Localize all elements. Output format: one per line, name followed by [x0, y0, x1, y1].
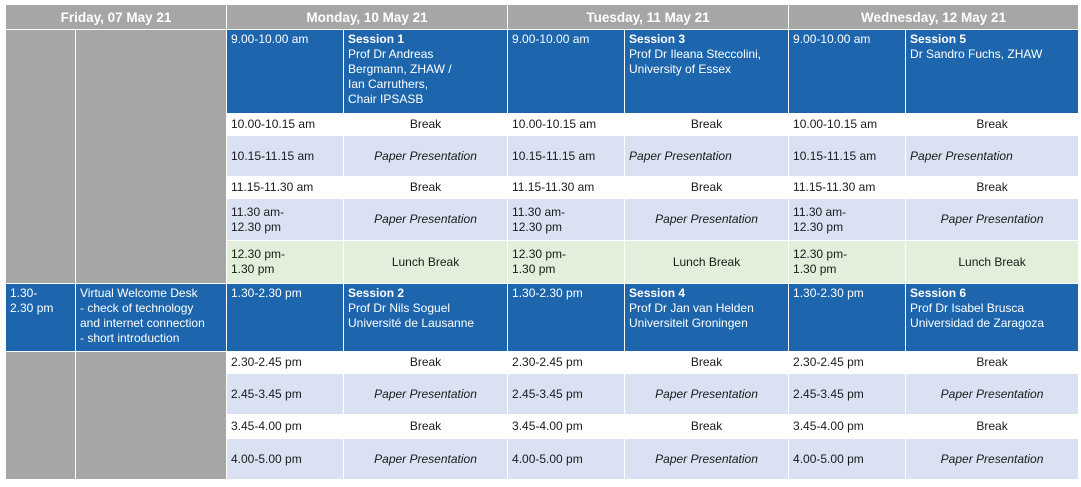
activity-cell: Paper Presentation — [906, 199, 1079, 241]
time-cell: 10.15-11.15 am — [508, 136, 625, 177]
activity-cell: Paper Presentation — [625, 199, 789, 241]
session-cell-mon-pm — [344, 284, 508, 352]
time-cell: 2.30-2.45 pm — [508, 352, 625, 374]
session-cell-wed-pm — [906, 284, 1079, 352]
activity-cell: Break — [906, 114, 1079, 136]
day-header-tuesday: Tuesday, 11 May 21 — [508, 5, 789, 30]
session-cell-wed-am — [906, 30, 1079, 114]
time-cell: 2.45-3.45 pm — [789, 374, 906, 415]
time-cell: 3.45-4.00 pm — [508, 415, 625, 439]
activity-cell: Paper Presentation — [344, 136, 508, 177]
session-speaker: Prof Dr Isabel Brusca Universidad de Zaragoza — [910, 301, 1045, 330]
activity-cell: Paper Presentation — [625, 439, 789, 480]
activity-cell: Break — [344, 415, 508, 439]
activity-cell: Paper Presentation — [344, 374, 508, 415]
session-row-pm — [6, 284, 1079, 352]
activity-cell: Lunch Break — [906, 241, 1079, 284]
activity-cell: Paper Presentation — [625, 374, 789, 415]
activity-cell: Paper Presentation — [625, 136, 789, 177]
activity-cell: Break — [906, 415, 1079, 439]
time-cell: 9.00-10.00 am — [508, 30, 625, 114]
time-cell: 11.15-11.30 am — [789, 177, 906, 199]
time-cell: 11.30 am- 12.30 pm — [227, 199, 344, 241]
session-title: Session 2 — [348, 286, 405, 300]
activity-cell: Lunch Break — [344, 241, 508, 284]
schedule-table — [5, 4, 1079, 480]
friday-welcome-desk: Virtual Welcome Desk - check of technology and internet connection - short introduction — [76, 284, 227, 352]
time-cell: 2.45-3.45 pm — [508, 374, 625, 415]
time-cell: 11.15-11.30 am — [227, 177, 344, 199]
session-speaker: Prof Dr Andreas Bergmann, ZHAW / Ian Carruthers, Chair IPSASB — [348, 47, 452, 106]
time-cell: 9.00-10.00 am — [789, 30, 906, 114]
time-cell: 10.15-11.15 am — [227, 136, 344, 177]
session-title: Session 5 — [910, 32, 967, 46]
activity-cell: Break — [625, 177, 789, 199]
session-title: Session 3 — [629, 32, 686, 46]
time-cell: 9.00-10.00 am — [227, 30, 344, 114]
activity-cell: Paper Presentation — [344, 439, 508, 480]
activity-cell: Break — [344, 352, 508, 374]
activity-cell: Paper Presentation — [906, 439, 1079, 480]
time-cell: 10.00-10.15 am — [789, 114, 906, 136]
session-title: Session 6 — [910, 286, 967, 300]
time-cell: 2.45-3.45 pm — [227, 374, 344, 415]
time-cell: 12.30 pm- 1.30 pm — [227, 241, 344, 284]
session-speaker: Prof Dr Jan van Helden Universiteit Groningen — [629, 301, 754, 330]
session-cell-tue-pm — [625, 284, 789, 352]
friday-empty-time-top — [6, 30, 76, 284]
time-cell: 11.30 am- 12.30 pm — [789, 199, 906, 241]
time-cell: 2.30-2.45 pm — [227, 352, 344, 374]
session-speaker: Prof Dr Nils Soguel Université de Lausanne — [348, 301, 475, 330]
activity-cell: Break — [625, 114, 789, 136]
day-header-monday: Monday, 10 May 21 — [227, 5, 508, 30]
activity-cell: Paper Presentation — [906, 136, 1079, 177]
slot-row — [6, 352, 1079, 374]
activity-cell: Break — [344, 177, 508, 199]
activity-cell: Paper Presentation — [906, 374, 1079, 415]
time-cell: 1.30-2.30 pm — [227, 284, 344, 352]
time-cell: 4.00-5.00 pm — [508, 439, 625, 480]
time-cell: 1.30-2.30 pm — [789, 284, 906, 352]
session-speaker: Dr Sandro Fuchs, ZHAW — [910, 47, 1043, 61]
activity-cell: Paper Presentation — [344, 199, 508, 241]
activity-cell: Lunch Break — [625, 241, 789, 284]
time-cell: 2.30-2.45 pm — [789, 352, 906, 374]
time-cell: 10.00-10.15 am — [508, 114, 625, 136]
activity-cell: Break — [906, 177, 1079, 199]
day-header-friday: Friday, 07 May 21 — [6, 5, 227, 30]
time-cell: 3.45-4.00 pm — [789, 415, 906, 439]
time-cell: 4.00-5.00 pm — [789, 439, 906, 480]
schedule — [5, 4, 1078, 482]
time-cell: 3.45-4.00 pm — [227, 415, 344, 439]
session-title: Session 4 — [629, 286, 686, 300]
session-cell-tue-am — [625, 30, 789, 114]
activity-cell: Break — [344, 114, 508, 136]
time-cell: 12.30 pm- 1.30 pm — [508, 241, 625, 284]
day-header-wednesday: Wednesday, 12 May 21 — [789, 5, 1079, 30]
time-cell: 11.15-11.30 am — [508, 177, 625, 199]
friday-empty-desc-top — [76, 30, 227, 284]
time-cell: 12.30 pm- 1.30 pm — [789, 241, 906, 284]
friday-time-cell: 1.30- 2.30 pm — [6, 284, 76, 352]
activity-cell: Break — [906, 352, 1079, 374]
friday-empty-time-bottom — [6, 352, 76, 480]
session-row-am — [6, 30, 1079, 114]
activity-cell: Break — [625, 352, 789, 374]
header-row — [6, 5, 1079, 30]
friday-empty-desc-bottom — [76, 352, 227, 480]
time-cell: 11.30 am- 12.30 pm — [508, 199, 625, 241]
time-cell: 1.30-2.30 pm — [508, 284, 625, 352]
time-cell: 10.15-11.15 am — [789, 136, 906, 177]
time-cell: 10.00-10.15 am — [227, 114, 344, 136]
session-speaker: Prof Dr Ileana Steccolini, University of Essex — [629, 47, 762, 76]
time-cell: 4.00-5.00 pm — [227, 439, 344, 480]
session-title: Session 1 — [348, 32, 405, 46]
activity-cell: Break — [625, 415, 789, 439]
session-cell-mon-am — [344, 30, 508, 114]
